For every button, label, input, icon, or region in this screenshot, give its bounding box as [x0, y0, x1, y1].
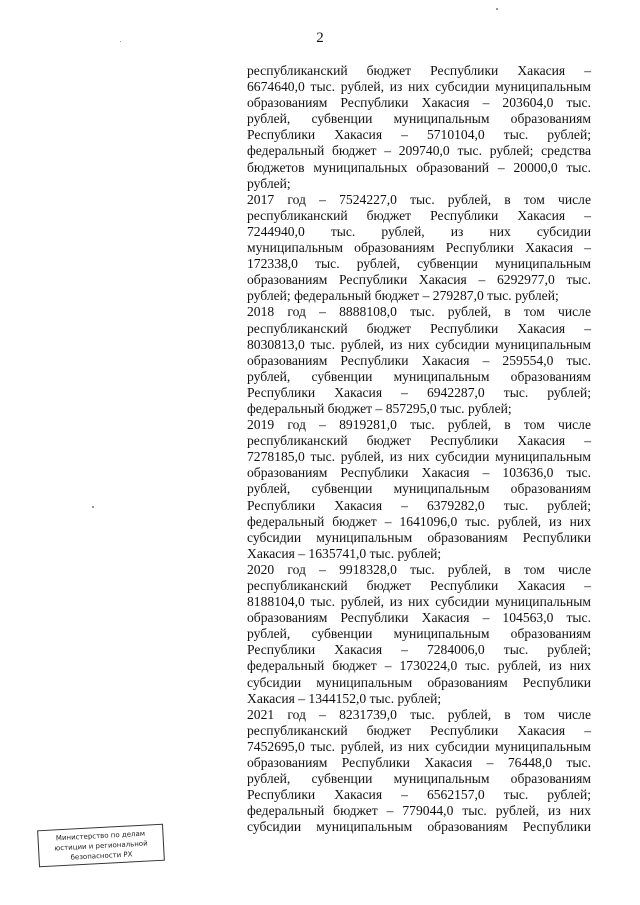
scan-speck	[92, 506, 94, 508]
text-line: образованиям Республики Хакасия – 103636,0 тыс.	[247, 465, 591, 481]
text-line: республиканский бюджет Республики Хакасия –	[247, 578, 591, 593]
text-line: рублей;	[247, 175, 291, 191]
text-line: Республики Хакасия – 6562157,0 тыс. рублей;	[247, 787, 591, 803]
stamp-line: Министерство по делам	[55, 829, 146, 843]
text-line: 2020 год – 9918328,0 тыс. рублей, в том числе	[247, 561, 591, 577]
text-line: республиканский бюджет Республики Хакасия –	[247, 207, 591, 223]
text-line: муниципальным образованиям Республики Хакасия –	[247, 240, 591, 256]
text-line: субсидии муниципальным образованиям Республики	[247, 819, 591, 835]
text-line: рублей, субвенции муниципальным образованиям	[247, 111, 591, 127]
stamp-line: безопасности РХ	[70, 850, 133, 862]
text-line: 2017 год – 7524227,0 тыс. рублей, в том числе	[247, 191, 591, 207]
text-line: рублей, субвенции муниципальным образованиям	[247, 368, 591, 384]
text-line: образованиям Республики Хакасия – 203604,0 тыс.	[247, 95, 591, 111]
text-line: 2021 год – 8231739,0 тыс. рублей, в том числе	[247, 706, 591, 722]
text-line: республиканский бюджет Республики Хакасия –	[247, 433, 591, 449]
text-line: образованиям Республики Хакасия – 259554,0 тыс.	[247, 352, 591, 368]
text-line: рублей, субвенции муниципальным образованиям	[247, 481, 591, 497]
text-line: 172338,0 тыс. рублей, субвенции муниципальным	[247, 256, 591, 272]
text-line: Республики Хакасия – 6942287,0 тыс. рублей;	[247, 384, 591, 400]
text-line: федеральный бюджет – 209740,0 тыс. рублей; средства	[247, 143, 591, 159]
stamp-line: юстиции и региональной	[54, 839, 148, 853]
text-line: 8030813,0 тыс. рублей, из них субсидии муниципальным	[247, 336, 591, 352]
text-line: 6674640,0 тыс. рублей, из них субсидии муниципальным	[247, 79, 591, 95]
text-line: 2018 год – 8888108,0 тыс. рублей, в том числе	[247, 304, 591, 320]
text-line: бюджетов муниципальных образований – 20000,0 тыс.	[247, 159, 591, 175]
text-line: образованиям Республики Хакасия – 6292977,0 тыс.	[247, 272, 591, 288]
text-line: образованиям Республики Хакасия – 76448,0 тыс.	[247, 755, 591, 771]
registration-stamp	[37, 824, 165, 868]
text-line: 7452695,0 тыс. рублей, из них субсидии муниципальным	[247, 738, 591, 754]
text-line: Хакасия – 1635741,0 тыс. рублей;	[247, 545, 442, 561]
text-line: 2019 год – 8919281,0 тыс. рублей, в том числе	[247, 417, 591, 433]
text-line: федеральный бюджет – 1641096,0 тыс. рублей, из них	[247, 513, 591, 529]
text-line: Хакасия – 1344152,0 тыс. рублей;	[247, 690, 442, 706]
text-line: субсидии муниципальным образованиям Республики	[247, 529, 591, 545]
text-line: образованиям Республики Хакасия – 104563,0 тыс.	[247, 610, 591, 626]
text-line: Республики Хакасия – 6379282,0 тыс. рублей;	[247, 497, 591, 513]
text-line: республиканский бюджет Республики Хакасия –	[247, 63, 591, 78]
text-line: республиканский бюджет Республики Хакасия –	[247, 320, 591, 336]
text-line: 8188104,0 тыс. рублей, из них субсидии муниципальным	[247, 594, 591, 610]
text-line: республиканский бюджет Республики Хакасия –	[247, 722, 591, 738]
text-line: рублей, субвенции муниципальным образованиям	[247, 626, 591, 642]
scan-speck	[120, 41, 121, 42]
text-line: Республики Хакасия – 5710104,0 тыс. рублей;	[247, 127, 591, 143]
text-line: 7244940,0 тыс. рублей, из них субсидии	[247, 223, 591, 239]
page-number: 2	[316, 30, 324, 46]
text-line: рублей; федеральный бюджет – 279287,0 тыс. рублей;	[247, 288, 559, 304]
scan-speck	[496, 8, 498, 10]
text-line: федеральный бюджет – 1730224,0 тыс. рублей, из них	[247, 658, 591, 674]
text-line: Республики Хакасия – 7284006,0 тыс. рублей;	[247, 642, 591, 658]
text-line: 7278185,0 тыс. рублей, из них субсидии муниципальным	[247, 449, 591, 465]
body-text	[247, 63, 591, 836]
text-line: федеральный бюджет – 857295,0 тыс. рублей;	[247, 400, 512, 416]
text-line: субсидии муниципальным образованиям Республики	[247, 674, 591, 690]
text-line: рублей, субвенции муниципальным образованиям	[247, 771, 591, 787]
text-line: федеральный бюджет – 779044,0 тыс. рублей, из них	[247, 803, 591, 819]
